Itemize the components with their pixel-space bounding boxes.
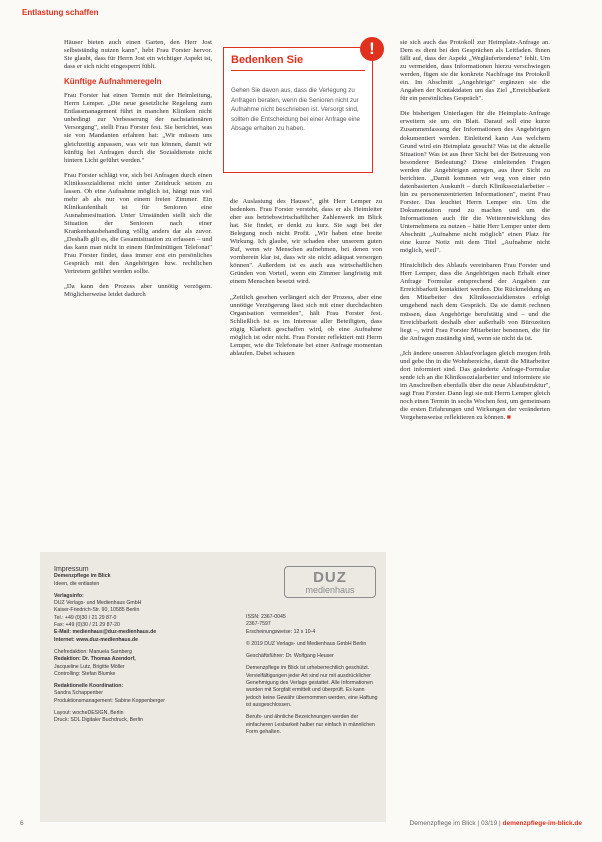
- column-3: [400, 39, 550, 429]
- paragraph: Hinsichtlich des Ablaufs vereinbaren Frau Forster und Herr Lemper, dass die Angehörigen nach Erhalt einer Anfrage Formular entsprechend der Angaben zur Erreichbarkeit kontaktiert werden. Die Rückmeldung an den Mitarbeiter des Klinikssozialdienstes erfolgt umgehend nach dem Gespräch. Da sie damit rechnen müssen, dass Angehörige berufstätig sind – und die Erreichbarkeit deshalb eher außerhalb von Bürozeiten liegt –, wird Frau Forster Mitarbeiter benennen, die für die Anfragen zuständig sind, wenn sie nicht da ist.: [400, 262, 550, 342]
- coordination: Sandra Schappenber: [54, 690, 104, 697]
- paragraph: Frau Forster hat einen Termin mit der Heimleitung, Herrn Lemper. „Die neue gesetzliche Regelung zum Entlassmanagement führt in manchen Kliniken nicht unbedingt zur Verbesserung der nachstationären Versorgung", stellt Frau Forster fest. Sie berichtet, was sie von Mandanten erfahren hat: „Wir müssen uns gleichzeitig anpassen, was wir tun können, damit wir künftig bei Anfragen durch die Sozialdienste nicht hintern Licht geführt werden.": [64, 92, 212, 164]
- website: Internet: www.duz-medienhaus.de: [54, 636, 138, 643]
- paragraph: Häuser bieten auch einen Garten, den Herr Jost selbstständig nutzen kann", hebt Frau Forster hervor. Sie glaubt, dass für Herrn Jost ein wichtiger Aspekt ist, dass er sich nicht eingesperrt fühlt.: [64, 39, 212, 71]
- publisher: DUZ Verlags- und Medienhaus GmbH: [54, 600, 142, 607]
- paragraph: [400, 350, 550, 422]
- address: Kaiser-Friedrich-Str. 90, 10585 Berlin: [54, 607, 140, 614]
- copyright: © 2019 DUZ Verlags- und Medienhaus GmbH Berlin: [246, 640, 367, 647]
- paragraph: sie sich auch das Protokoll zur Heimplatz-Anfrage an. Dem es dient bei den Gesprächen als Leitfaden. Ihnen fällt auf, dass der Aspekt „Wegläufertendenz" fehlt. Um zu vermeiden, dass Informationen hierzu verschwiegen werden, fügen sie die konkrete Nachfrage ins Protokoll ein. Im Abschnitt „Angehörige" ergänzen sie die Angaben der Kontaktdaten um das Ziel „Erreichbarkeit für ein persönliches Gespräch".: [400, 39, 550, 103]
- issn-2: 2367-7597: [246, 621, 271, 628]
- imprint-title: Impressum: [54, 566, 89, 573]
- coordination-label: Redaktionelle Koordination:: [54, 683, 124, 690]
- production: Produktionsmanagement: Sabine Koppenberger: [54, 697, 166, 704]
- paragraph: die Auslastung des Hauses", gibt Herr Lemper zu bedenken. Frau Forster versteht, dass er als Heimleiter eher aus betriebswirtschaftlicher Zahlenwerk im Blick hat. Sie findet, er denkt zu kurz. Sie sagt bei der Belegung noch nicht Profit. „Wir haben eine breite Wirkung. Ich glaube, wir schaden eher unserem guten Ruf, wenn wir Menschen aufnehmen, bei denen von vornherein klar ist, dass wir sie nicht adäquat versorgen können". Außerdem ist es auch aus wirtschaftlichen Gründen von Vorteil, wenn ein Zimmer langfristig mit einem Menschen besetzt wird.: [230, 198, 382, 286]
- journal-name: Demenzpflege im Blick: [54, 573, 111, 580]
- logo-sub: medienhaus: [305, 585, 355, 595]
- duz-logo: [284, 566, 376, 598]
- frequency: Erscheinungsweise: 12 x 10-4: [246, 628, 316, 635]
- issn: ISSN: 2367-0045: [246, 614, 286, 620]
- layout-credit: Layout: wocheDESIGN, Berlin: [54, 710, 124, 717]
- footer-journal: Demenzpflege im Blick: [409, 820, 476, 827]
- email: E-Mail: medienhaus@duz-medienhaus.de: [54, 629, 157, 636]
- end-mark-icon: ■: [506, 414, 511, 422]
- paragraph: Frau Forster schlägt vor, sich bei Anfragen durch einen Klinikssozialdienst nicht unter Zeitdruck setzen zu lassen. Ob eine Aufnahme möglich ist, hängt nun viel mehr ab als nur von einem freien Zimmer. Ein Klinikaufenthalt ist für Senioren eine Ausnahmesituation. Unter Umständen stellt sich die Situation der Senioren nach einer Krankenhausbehandlung völlig anders dar als zuvor. „Deshalb gilt es, die Gesamtsituation zu erfassen – und das kann man nicht in einem fünfminütigen Telefonat" Frau Forster findet, dass immer erst ein persönliches Gespräch mit den Angehörigen bzw. rechtlichen Vertretern geführt werden sollte.: [64, 171, 212, 276]
- paragraph: „Da kann den Prozess aber unnötig verzögern. Möglicherweise leidet dadurch: [64, 283, 212, 299]
- callout-text: Gehen Sie davon aus, dass die Verlegung zu Anfragen beraten, wenn die Senioren nicht zur Aufnahme nicht beschrieben ist. Versorgt sind, sollten die Entscheidung bei einer Anfrage eine Absage erhalten zu haben.: [231, 87, 360, 133]
- imprint-left: [54, 566, 252, 725]
- footer-url[interactable]: demenzpflege-im-blick.de: [502, 820, 582, 827]
- language-note: Berufs- und ähnliche Bezeichnungen werden der einfacheren Lesbarkeit halber nur einfach in männlichen Form gehalten.: [246, 714, 375, 735]
- journal-tagline: Ideen, die entlasten: [54, 580, 100, 587]
- imprint-box: [40, 552, 386, 822]
- exclamation-icon: !: [360, 37, 384, 61]
- callout-box: [223, 47, 373, 173]
- print-credit: Druck: SDL Digitaler Buchdruck, Berlin: [54, 717, 143, 724]
- callout-divider: [231, 70, 365, 71]
- editors-cont: Jacqueline Lutz, Brigitte Möller: [54, 663, 125, 670]
- logo-main: DUZ: [313, 569, 347, 586]
- fax: Fax: +49 (0)30 / 21 29 87-20: [54, 622, 120, 629]
- column-2: [230, 198, 382, 365]
- footer-issue: 03/19: [480, 820, 498, 827]
- callout-title: Bedenken Sie: [231, 54, 304, 66]
- ceo: Geschäftsführer: Dr. Wolfgang Heuser: [246, 653, 334, 660]
- imprint-right: [246, 614, 378, 736]
- paragraph: Die bisherigen Unterlagen für die Heimplatz-Anfrage erweitern sie um ein Blatt. Darauf soll eine kurze Zusammenfassung der Informationen des Angehörigen dokumentiert werden. Einleitend kann Aus welchem Grund wird ein Heimplatz gesucht? Was ist die aktuelle Situation? Was ist aus Ihrer Sicht bei der Betreuung von besonderer Bedeutung? Diese einleitenden Fragen werden die Angehörigen anregen, aus ihrer Sicht zu berichten. „Damit kommen wir weg von einer rein datenbasierten Auskunft – durch Klinikssozialarbeiter – hin zu personenzentrierten Informationen", meint Frau Forster. Das leuchtet Herrn Lemper ein. Um die Dokumentation rund zu machen und um die Informationen auch für die Weiterentwicklung des Unternehmens zu nutzen – hätte Herr Lemper unter dem Abschnitt „Aufnahme nicht möglich" einen Platz für eine kurze Notiz mit dem Titel „Aufnahme nicht möglich, weil".: [400, 110, 550, 255]
- editors: Redaktion: Dr. Thomas Azendorf,: [54, 656, 136, 663]
- chief-editor: Chefredaktion: Manuela Sarnberg: [54, 648, 132, 655]
- subheading: Künftige Aufnahmeregeln: [64, 77, 162, 87]
- paragraph: „Zeitlich gesehen verlängert sich der Prozess, aber eine unnötige Verzögerung lässt sich mit einer durchdachten Organisation vermeiden", hält Frau Forster fest. Schließlich ist es im Interesse aller Beteiligten, dass zügig Klarheit geschaffen wird, ob eine Aufnahme möglich ist oder nicht. Frau Forster reflektiert mit Herrn Lemper, wie die Telefonate bei einer Anfrage momentan ablaufen. Dabei schauen: [230, 293, 382, 357]
- page-number: 6: [20, 820, 24, 827]
- column-1: [64, 39, 212, 306]
- publisher-label: Verlagsinfo:: [54, 592, 84, 599]
- telephone: Tel.: +49 (0)30 / 21 29 87-0: [54, 614, 117, 621]
- page-footer: [20, 820, 582, 832]
- footer-info: Demenzpflege im Blick | 03/19 | demenzpflege-im-blick.de: [409, 820, 582, 827]
- paragraph-text: „Ich ändere unseren Ablaufvorlagen gleich morgen früh und gebe ihn in die Wohnbereiche, damit die Mitarbeiter dort informiert sind. Das geänderte Anfrage-Formular sende ich an die Klinikssozialarbeiter und informiere sie im Anschreiben ebenfalls über die neue Ablaufstruktur", sagt Frau Forster. Dann legt sie mit Herrn Lemper gleich noch einen Termin in sechs Wochen fest, um gemeinsam die ersten Erfahrungen und Wirkungen der veränderten Vorgehensweise reflektieren zu können.: [400, 349, 550, 422]
- rights-notice: Demenzpflege im Blick ist urheberrechtlich geschützt. Vervielfältigungen jeder Art sind nur mit ausdrücklicher Genehmigung des Verlags gestattet. Alle Informationen wurden mit Sorgfalt ermittelt und überprüft. Es kann jedoch keine Gewähr übernommen werden, eine Haftung ist ausgeschlossen.: [246, 665, 378, 708]
- controlling: Controlling: Stefan Blumke: [54, 670, 116, 677]
- section-tag: Entlastung schaffen: [22, 8, 99, 17]
